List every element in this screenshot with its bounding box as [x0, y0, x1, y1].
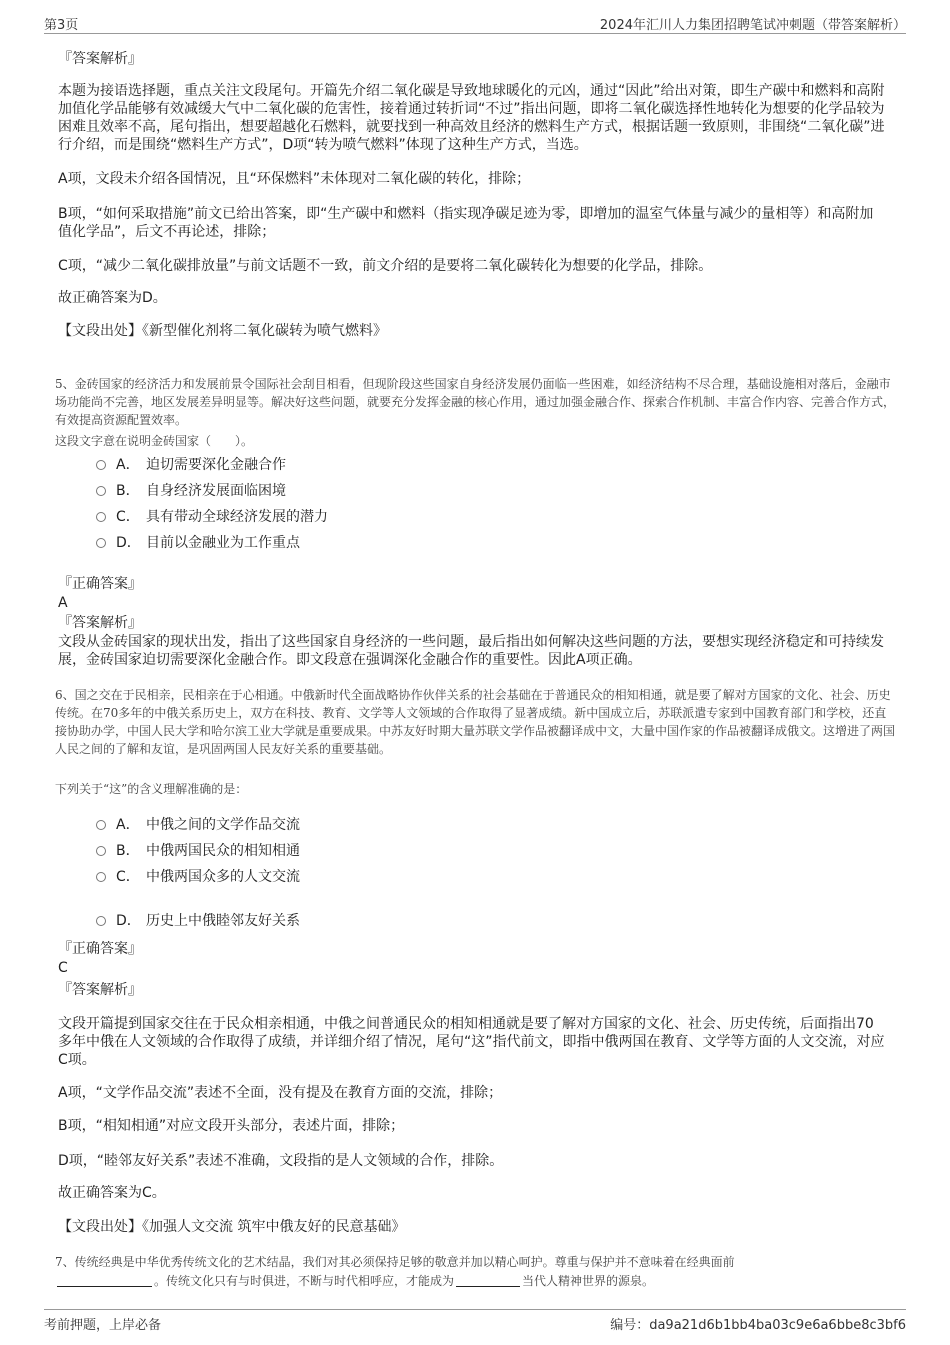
q4-analysis-c: C项，“减少二氧化碳排放量”与前文话题不一致，前文介绍的是要将二氧化碳转化为想要的化学品，排除。: [58, 258, 713, 274]
q6-option-c[interactable]: C． 中俄两国众多的人文交流: [96, 868, 300, 886]
radio-icon[interactable]: [96, 512, 106, 522]
q7-stem-line1: 7、传统经典是中华优秀传统文化的艺术结晶，我们对其必须保持足够的敬意并加以精心呵护。尊重与保护并不意味着在经典面前: [55, 1255, 735, 1269]
radio-icon[interactable]: [96, 872, 106, 882]
q6-option-a[interactable]: A． 中俄之间的文学作品交流: [96, 816, 300, 834]
q7-stem-line2: 。传统文化只有与时俱进，不断与时代相呼应，才能成为 当代人精神世界的源泉。: [55, 1272, 654, 1290]
page-number: 第3页: [44, 18, 79, 33]
radio-icon[interactable]: [96, 820, 106, 830]
q5-answer-label: 『正确答案』: [58, 576, 142, 592]
q4-analysis-a: A项，文段未介绍各国情况，且“环保燃料”未体现对二氧化碳的转化，排除；: [58, 171, 531, 187]
q4-analysis-b: B项，“如何采取措施”前文已给出答案，即“生产碳中和燃料（指实现净碳足迹为零，即增加的温室气体量与减少的量相等）和高附加值化学品”，后文不再论述，排除；: [58, 206, 874, 240]
q6-analysis-label: 『答案解析』: [58, 982, 142, 998]
radio-icon[interactable]: [96, 916, 106, 926]
q6-analysis: 文段开篇提到国家交往在于民众相亲相通，中俄之间普通民众的相知相通就是要了解对方国家的文化、社会、历史传统，后面指出70多年中俄在人文领域的合作取得了成绩，并详细介绍了情况，尾句“这”指代前文，即指中俄两国在教育、文学等方面的人文交流，对应C项。: [58, 1016, 885, 1068]
q6-source: 【文段出处】《加强人文交流 筑牢中俄友好的民意基础》: [58, 1219, 406, 1235]
q5-option-d[interactable]: D． 目前以金融业为工作重点: [96, 534, 300, 552]
q6-analysis-a: A项，“文学作品交流”表述不全面，没有提及在教育方面的交流，排除；: [58, 1085, 503, 1101]
q6-option-b[interactable]: B． 中俄两国民众的相知相通: [96, 842, 300, 860]
q7-blank-1[interactable]: [57, 1274, 152, 1287]
q6-answer-label: 『正确答案』: [58, 941, 142, 957]
q6-analysis-b: B项，“相知相通”对应文段开头部分，表述片面，排除；: [58, 1118, 405, 1134]
footer-divider: [44, 1309, 906, 1310]
radio-icon[interactable]: [96, 846, 106, 856]
q6-question: 下列关于“这”的含义理解准确的是：: [55, 782, 248, 796]
q5-answer: A: [58, 595, 68, 611]
q5-option-c[interactable]: C． 具有带动全球经济发展的潜力: [96, 508, 328, 526]
q4-conclusion: 故正确答案为D。: [58, 290, 167, 306]
radio-icon[interactable]: [96, 538, 106, 548]
header-divider: [44, 33, 906, 34]
radio-icon[interactable]: [96, 460, 106, 470]
q6-analysis-d: D项，“睦邻友好关系”表述不准确，文段指的是人文领域的合作，排除。: [58, 1153, 504, 1169]
q5-question: 这段文字意在说明金砖国家（ ）。: [55, 434, 254, 448]
q5-analysis-label: 『答案解析』: [58, 615, 142, 631]
q5-option-a[interactable]: A． 迫切需要深化金融合作: [96, 456, 286, 474]
q5-analysis: 文段从金砖国家的现状出发，指出了这些国家自身经济的一些问题，最后指出如何解决这些问题的方法，要想实现经济稳定和可持续发展，金砖国家迫切需要深化金融合作。即文段意在强调深化金融合作的重要性。因此A项正确。: [58, 634, 884, 668]
q6-option-d[interactable]: D． 历史上中俄睦邻友好关系: [96, 912, 300, 930]
q5-stem: 5、金砖国家的经济活力和发展前景令国际社会刮目相看，但现阶段这些国家自身经济发展仍面临一些困难，如经济结构不尽合理，基础设施相对落后，金融市场功能尚不完善，地区发展差异明显等。解决好这些问题，就要充分发挥金融的核心作用，通过加强金融合作、探索合作机制、丰富合作内容、完善合作方式，有效提高资源配置效率。: [55, 377, 896, 427]
q6-answer: C: [58, 960, 68, 976]
q7-blank-2[interactable]: [456, 1274, 520, 1287]
document-code: 编号：da9a21d6b1bb4ba03c9e6a6bbe8c3bf6: [610, 1318, 906, 1333]
q4-analysis-label: 『答案解析』: [58, 51, 142, 67]
q4-source: 【文段出处】《新型催化剂将二氧化碳转为喷气燃料》: [58, 323, 387, 339]
q4-analysis-intro: 本题为接语选择题，重点关注文段尾句。开篇先介绍二氧化碳是导致地球暖化的元凶，通过“因此”给出对策，即生产碳中和燃料和高附加值化学品能够有效减缓大气中二氧化碳的危害性，接着通过转折词“不过”指出问题，即将二氧化碳选择性地转化为想要的化学品较为困难且效率不高，尾句指出，想要超越化石燃料，就要找到一种高效且经济的燃料生产方式，根据话题一致原则，非围绕“二氧化碳”进行介绍，而是围绕“燃料生产方式”，D项“转为喷气燃料”体现了这种生产方式，当选。: [58, 83, 885, 153]
q6-conclusion: 故正确答案为C。: [58, 1185, 166, 1201]
q5-option-b[interactable]: B． 自身经济发展面临困境: [96, 482, 286, 500]
radio-icon[interactable]: [96, 486, 106, 496]
document-title: 2024年汇川人力集团招聘笔试冲刺题（带答案解析）: [599, 18, 906, 33]
footer-slogan: 考前押题，上岸必备: [44, 1318, 162, 1333]
q6-stem: 6、国之交在于民相亲，民相亲在于心相通。中俄新时代全面战略协作伙伴关系的社会基础在于普通民众的相知相通，就是要了解对方国家的文化、社会、历史传统。在70多年的中俄关系历史上，双方在科技、教育、文学等人文领域的合作取得了显著成绩。新中国成立后，苏联派遣专家到中国教育部门和学校，还直接协助办学，中国人民大学和哈尔滨工业大学就是重要成果。中苏友好时期大量苏联文学作品被翻译成中文，大量中国作家的作品被翻译成俄文。这增进了两国人民之间的了解和友谊，是巩固两国人民友好关系的重要基础。: [55, 688, 896, 756]
